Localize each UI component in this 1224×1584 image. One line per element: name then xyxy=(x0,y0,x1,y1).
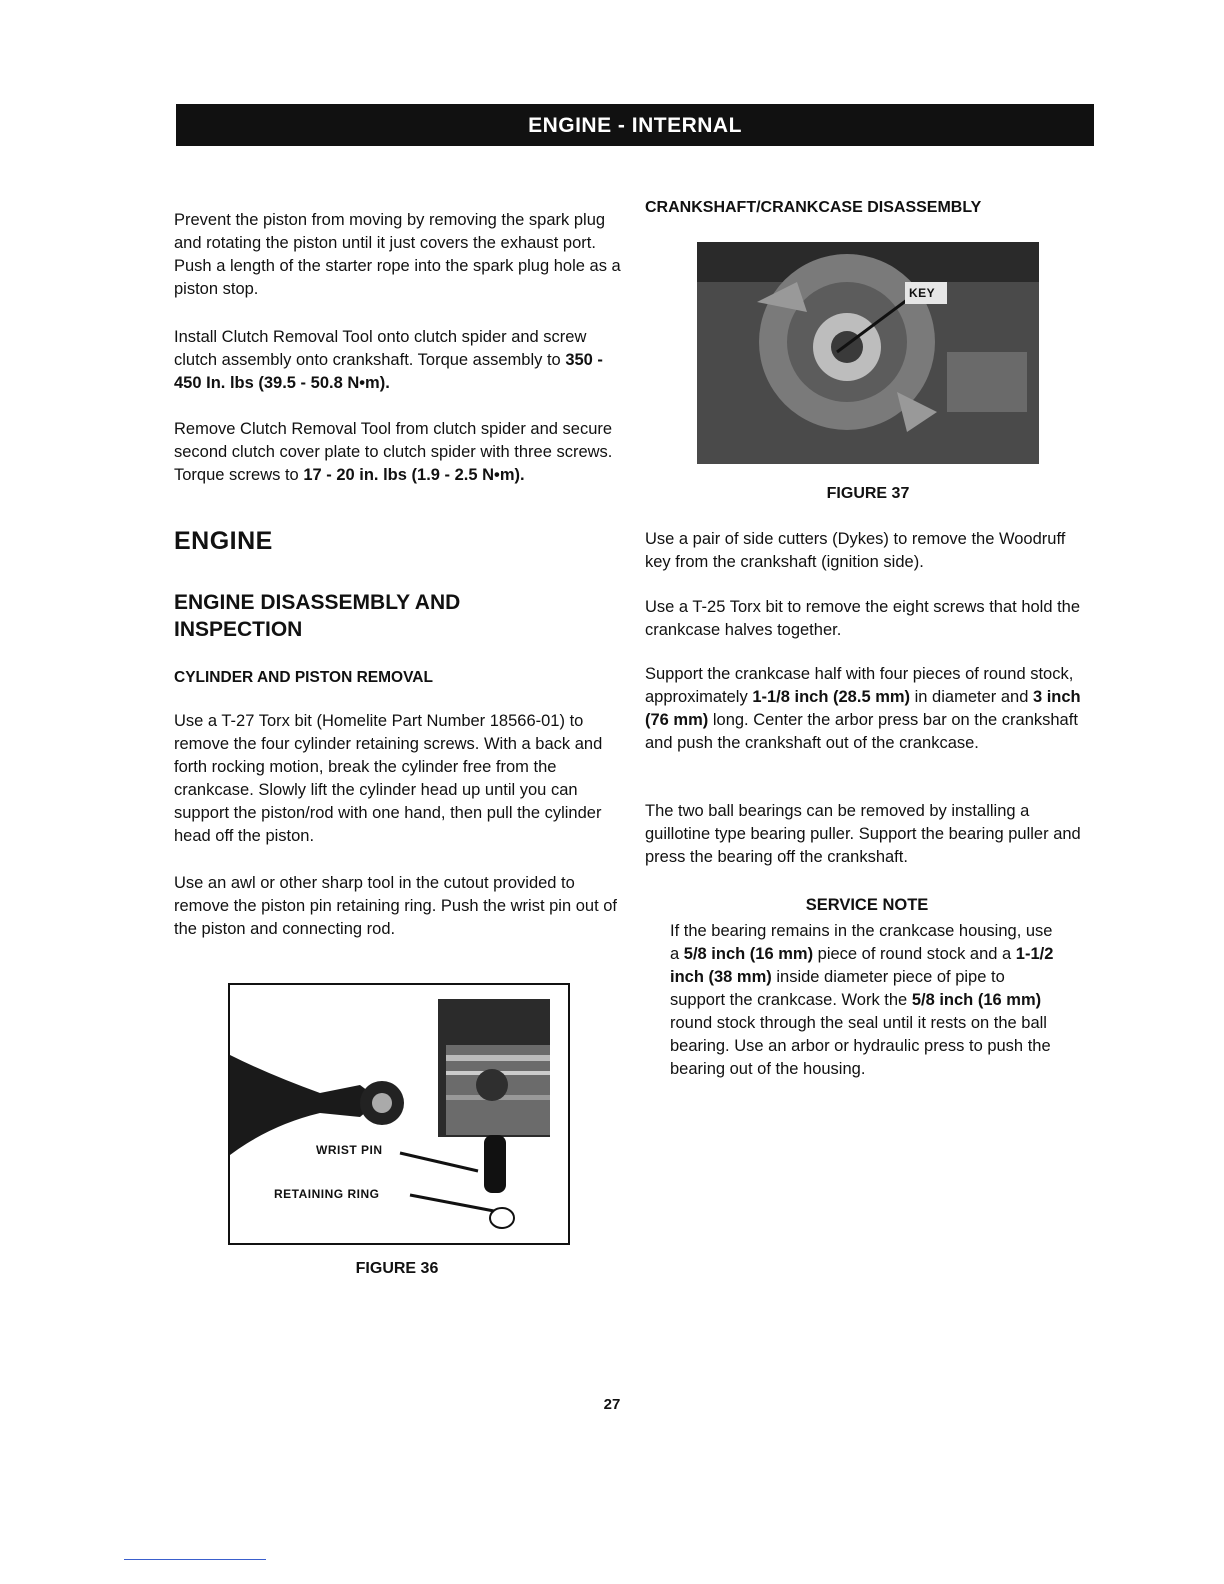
torx-screws-paragraph: Use a T-25 Torx bit to remove the eight screws that hold the crankcase halves together. xyxy=(645,598,1081,639)
ball-bearing-paragraph: The two ball bearings can be removed by installing a guillotine type bearing puller. Support the bearing puller and press the bearing off the crankshaft. xyxy=(645,802,1081,866)
clutch-cover-paragraph: Remove Clutch Removal Tool from clutch spider and secure second clutch cover plate to clutch spider with three screws. Torque screws to 17 - 20 in. lbs (1.9 - 2.5 N•m). xyxy=(174,420,613,484)
figure-37-photo xyxy=(697,242,1039,464)
section-title: ENGINE xyxy=(174,527,273,555)
subsection-title: ENGINE DISASSEMBLY AND INSPECTION xyxy=(174,591,461,641)
wrist-pin-label: WRIST PIN xyxy=(316,1143,383,1157)
figure-36-photo xyxy=(228,983,570,1245)
crankshaft-key-illustration xyxy=(697,242,1039,464)
service-note-body: If the bearing remains in the crankcase housing, use a 5/8 inch (16 mm) piece of round stock and a 1-1/2 inch (38 mm) inside diameter piece of pipe to support the crankcase. Work the 5/8 inch (16 mm) round stock through the seal until it rests on the ball bearing. Use an arbor or hydraulic press to push the bearing out of the housing. xyxy=(670,922,1054,1078)
cylinder-removal-paragraph: Use a T-27 Torx bit (Homelite Part Number 18566-01) to remove the four cylinder retaining screws. With a back and forth rocking motion, break the cylinder free from the crankcase. Slowly lift the cylinder head up until you can support the piston/rod with one hand, then pull the cylinder head off the piston. xyxy=(174,712,603,845)
crankshaft-press-paragraph: Support the crankcase half with four pieces of round stock, approximately 1-1/8 inch (28.5 mm) in diameter and 3 inch (76 mm) long. Center the arbor press bar on the crankshaft and push the crankshaft out of the crankcase. xyxy=(645,665,1081,752)
page-number: 27 xyxy=(603,1396,621,1413)
clutch-install-paragraph: Install Clutch Removal Tool onto clutch spider and screw clutch assembly onto crankshaft. Torque assembly to 350 - 450 In. lbs (39.5 - 50.8 N•m). xyxy=(174,328,603,392)
figure-36-caption: FIGURE 36 xyxy=(355,1260,439,1277)
crankshaft-heading: CRANKSHAFT/CRANKCASE DISASSEMBLY xyxy=(645,199,982,216)
key-label: KEY xyxy=(909,286,936,300)
section-banner: ENGINE - INTERNAL xyxy=(176,104,1094,146)
woodruff-key-paragraph: Use a pair of side cutters (Dykes) to remove the Woodruff key from the crankshaft (ignition side). xyxy=(645,530,1066,571)
piston-rod-illustration xyxy=(230,985,568,1243)
wrist-pin-paragraph: Use an awl or other sharp tool in the cutout provided to remove the piston pin retaining ring. Push the wrist pin out of the piston and connecting rod. xyxy=(174,874,617,938)
service-note-title: SERVICE NOTE xyxy=(805,896,929,914)
footer-rule xyxy=(124,1559,266,1560)
piston-stop-paragraph: Prevent the piston from moving by removing the spark plug and rotating the piston until it just covers the exhaust port. Push a length of the starter rope into the spark plug hole as a piston stop. xyxy=(174,211,621,298)
figure-37-caption: FIGURE 37 xyxy=(826,485,910,502)
retaining-ring-label: RETAINING RING xyxy=(274,1187,380,1201)
cylinder-heading: CYLINDER AND PISTON REMOVAL xyxy=(174,669,433,686)
